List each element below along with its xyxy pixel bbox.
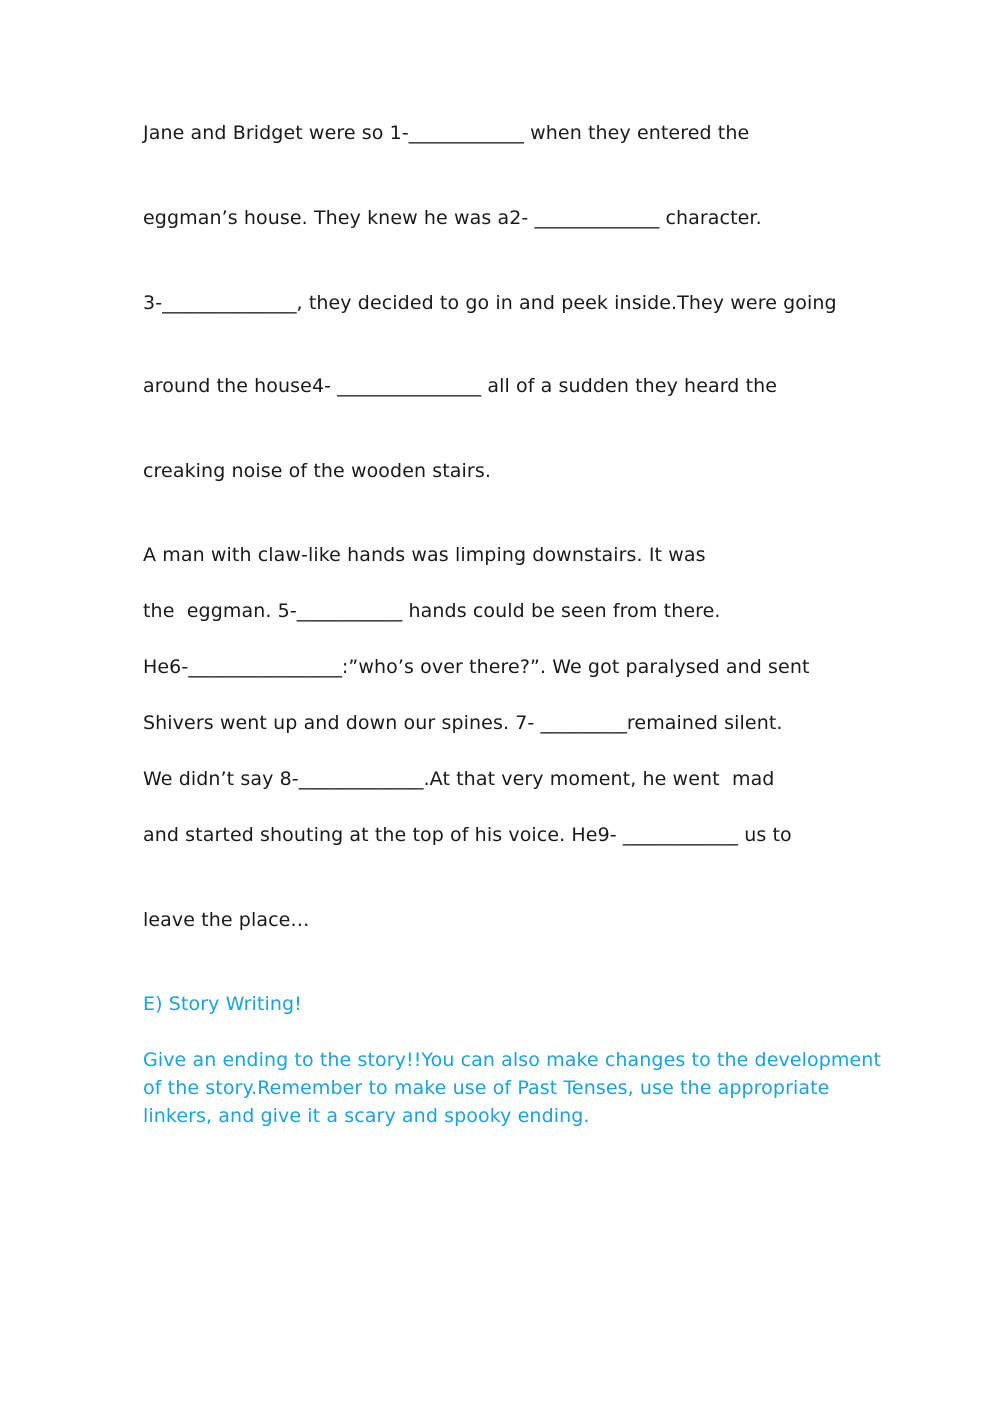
story-line-5: creaking noise of the wooden stairs.	[143, 460, 491, 482]
story-line-4: around the house4- _______________ all of a sudden they heard the	[143, 375, 778, 397]
story-line-9: Shivers went up and down our spines. 7- _________remained silent.	[143, 712, 783, 734]
section-e-heading: E) Story Writing!	[143, 993, 302, 1015]
story-line-7: the eggman. 5-___________ hands could be seen from there.	[143, 600, 721, 622]
story-line-6: A man with claw-like hands was limping downstairs. It was	[143, 544, 706, 566]
story-line-3: 3-______________, they decided to go in and peek inside.They were going	[143, 292, 837, 314]
section-e-instruction-line-2: of the story.Remember to make use of Past Tenses, use the appropriate	[143, 1077, 830, 1099]
section-e-instruction-line-3: linkers, and give it a scary and spooky ending.	[143, 1105, 590, 1127]
story-line-12: leave the place…	[143, 909, 310, 931]
story-line-11: and started shouting at the top of his voice. He9- ____________ us to	[143, 824, 792, 846]
story-line-8: He6-________________:”who’s over there?”. We got paralysed and sent	[143, 656, 810, 678]
story-line-10: We didn’t say 8-_____________.At that very moment, he went mad	[143, 768, 775, 790]
section-e-instruction-line-1: Give an ending to the story!!You can also make changes to the development	[143, 1049, 881, 1071]
story-line-1: Jane and Bridget were so 1-____________ when they entered the	[143, 122, 750, 144]
story-line-2: eggman’s house. They knew he was a2- _____________ character.	[143, 207, 762, 229]
